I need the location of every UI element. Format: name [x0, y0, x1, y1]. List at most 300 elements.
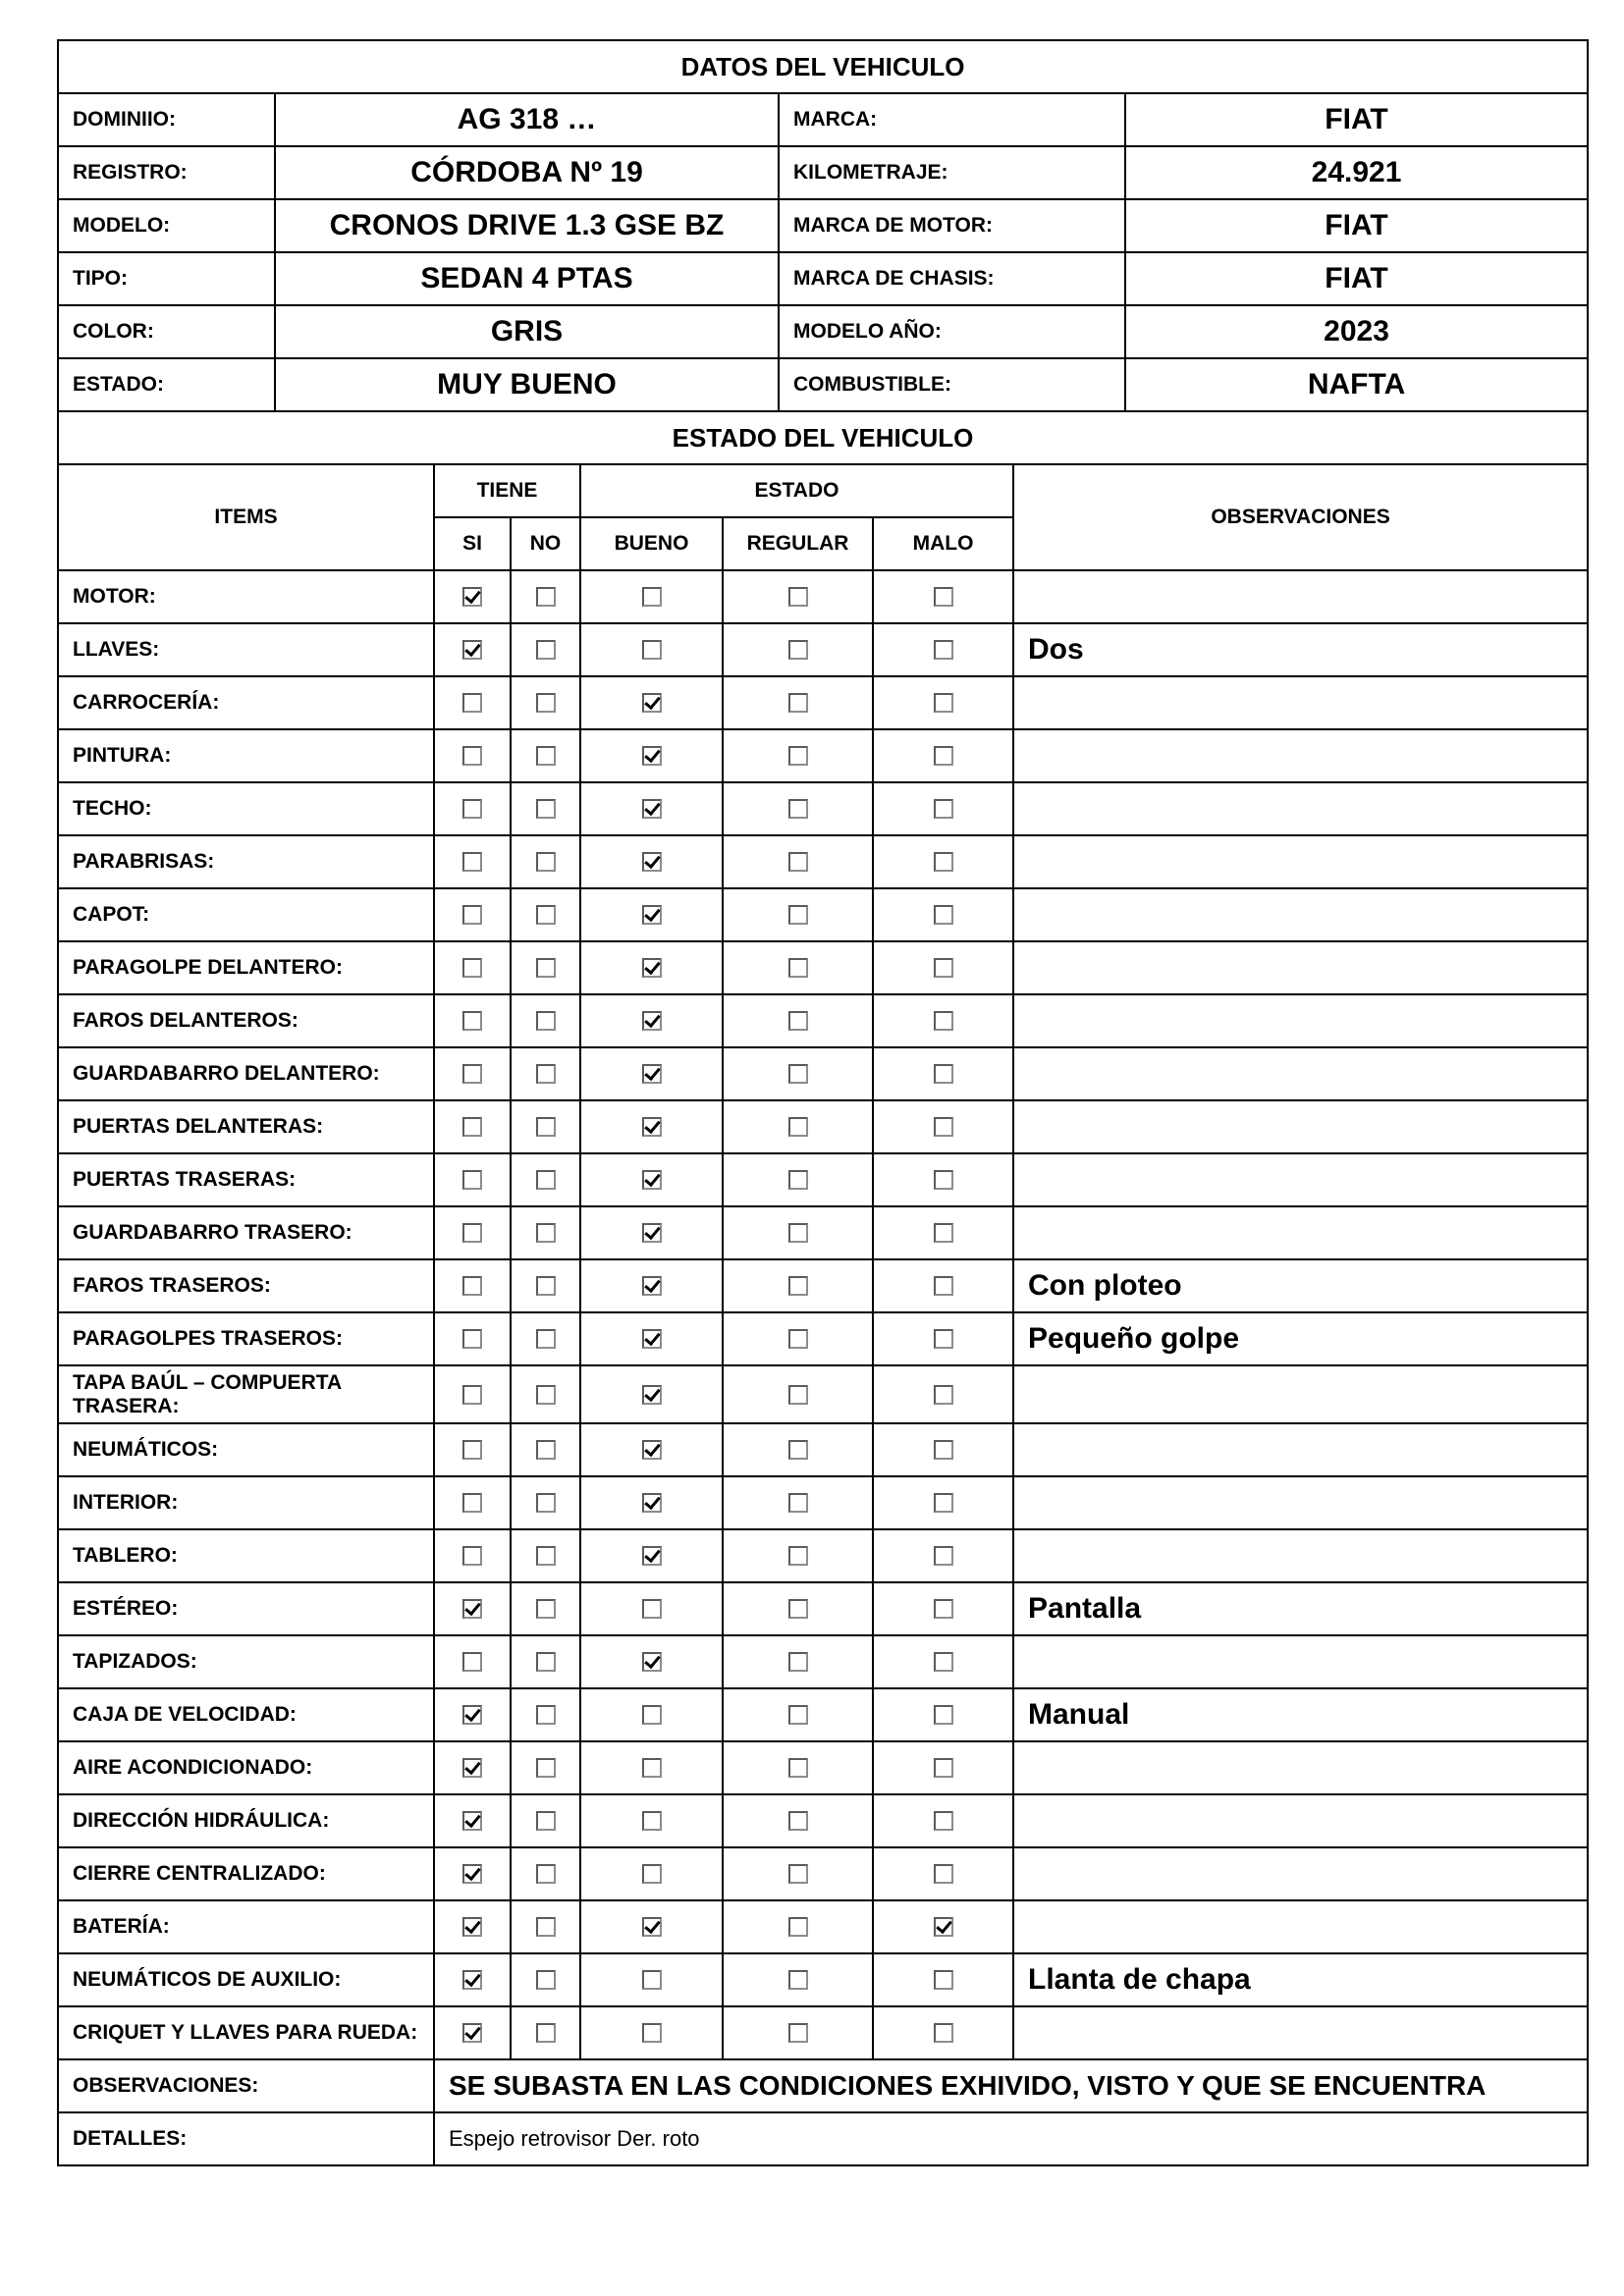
- malo-checkbox[interactable]: [934, 1970, 953, 1990]
- observation-text: [1013, 782, 1588, 835]
- malo-cell: [873, 1206, 1013, 1259]
- bueno-checkbox[interactable]: [642, 1329, 662, 1349]
- si-cell: [434, 676, 511, 729]
- no-checkbox[interactable]: [536, 1170, 556, 1190]
- bueno-checkbox[interactable]: [642, 2023, 662, 2043]
- observation-text: [1013, 1476, 1588, 1529]
- no-cell: [511, 1476, 580, 1529]
- si-checkbox[interactable]: [462, 1970, 482, 1990]
- malo-checkbox[interactable]: [934, 958, 953, 978]
- regular-cell: [723, 1259, 873, 1312]
- field-label: MODELO AÑO:: [779, 305, 1125, 358]
- malo-checkbox[interactable]: [934, 1864, 953, 1884]
- regular-checkbox[interactable]: [788, 1811, 808, 1831]
- malo-cell: [873, 1259, 1013, 1312]
- regular-checkbox[interactable]: [788, 587, 808, 607]
- malo-checkbox[interactable]: [934, 905, 953, 925]
- regular-cell: [723, 1953, 873, 2006]
- item-label: NEUMÁTICOS DE AUXILIO:: [58, 1953, 434, 2006]
- no-checkbox[interactable]: [536, 587, 556, 607]
- bueno-checkbox[interactable]: [642, 1652, 662, 1672]
- regular-checkbox[interactable]: [788, 1493, 808, 1513]
- item-label: CARROCERÍA:: [58, 676, 434, 729]
- si-cell: [434, 1900, 511, 1953]
- malo-cell: [873, 1900, 1013, 1953]
- malo-checkbox[interactable]: [934, 1652, 953, 1672]
- si-cell: [434, 1847, 511, 1900]
- regular-checkbox[interactable]: [788, 746, 808, 766]
- si-cell: [434, 1100, 511, 1153]
- bueno-checkbox[interactable]: [642, 1970, 662, 1990]
- malo-cell: [873, 1476, 1013, 1529]
- si-cell: [434, 994, 511, 1047]
- bueno-cell: [580, 1635, 723, 1688]
- si-checkbox[interactable]: [462, 693, 482, 713]
- tiene-header: TIENE: [434, 464, 580, 517]
- no-cell: [511, 729, 580, 782]
- no-cell: [511, 1688, 580, 1741]
- no-checkbox[interactable]: [536, 1864, 556, 1884]
- observation-text: [1013, 1741, 1588, 1794]
- si-checkbox[interactable]: [462, 2023, 482, 2043]
- malo-checkbox[interactable]: [934, 1064, 953, 1084]
- regular-checkbox[interactable]: [788, 1011, 808, 1031]
- regular-checkbox[interactable]: [788, 1917, 808, 1937]
- malo-checkbox[interactable]: [934, 1705, 953, 1725]
- estado-header: ESTADO: [580, 464, 1013, 517]
- malo-checkbox[interactable]: [934, 640, 953, 660]
- si-checkbox[interactable]: [462, 1385, 482, 1405]
- regular-checkbox[interactable]: [788, 1440, 808, 1460]
- observaciones-label: OBSERVACIONES:: [58, 2059, 434, 2112]
- regular-checkbox[interactable]: [788, 1117, 808, 1137]
- no-cell: [511, 1900, 580, 1953]
- bueno-checkbox[interactable]: [642, 1276, 662, 1296]
- malo-checkbox[interactable]: [934, 1493, 953, 1513]
- no-checkbox[interactable]: [536, 958, 556, 978]
- regular-checkbox[interactable]: [788, 1385, 808, 1405]
- no-checkbox[interactable]: [536, 1758, 556, 1778]
- bueno-checkbox[interactable]: [642, 1758, 662, 1778]
- si-cell: [434, 623, 511, 676]
- bueno-cell: [580, 1259, 723, 1312]
- bueno-cell: [580, 623, 723, 676]
- bueno-checkbox[interactable]: [642, 1811, 662, 1831]
- malo-checkbox[interactable]: [934, 693, 953, 713]
- malo-cell: [873, 1312, 1013, 1365]
- no-checkbox[interactable]: [536, 1546, 556, 1566]
- bueno-cell: [580, 1847, 723, 1900]
- vehicle-condition-title: ESTADO DEL VEHICULO: [58, 411, 1588, 464]
- no-checkbox[interactable]: [536, 1652, 556, 1672]
- regular-checkbox[interactable]: [788, 958, 808, 978]
- si-cell: [434, 1953, 511, 2006]
- condition-row: [58, 1847, 1588, 1900]
- regular-checkbox[interactable]: [788, 1652, 808, 1672]
- malo-checkbox[interactable]: [934, 1385, 953, 1405]
- no-checkbox[interactable]: [536, 1329, 556, 1349]
- observation-text: [1013, 941, 1588, 994]
- si-checkbox[interactable]: [462, 1917, 482, 1937]
- si-header: SI: [434, 517, 511, 570]
- no-checkbox[interactable]: [536, 799, 556, 819]
- regular-cell: [723, 1476, 873, 1529]
- no-checkbox[interactable]: [536, 1385, 556, 1405]
- no-checkbox[interactable]: [536, 1117, 556, 1137]
- si-cell: [434, 1635, 511, 1688]
- no-cell: [511, 941, 580, 994]
- regular-checkbox[interactable]: [788, 1599, 808, 1619]
- regular-cell: [723, 1047, 873, 1100]
- bueno-cell: [580, 729, 723, 782]
- bueno-checkbox[interactable]: [642, 1385, 662, 1405]
- item-label: MOTOR:: [58, 570, 434, 623]
- field-label: COLOR:: [58, 305, 275, 358]
- regular-cell: [723, 835, 873, 888]
- no-checkbox[interactable]: [536, 640, 556, 660]
- condition-row: [58, 1423, 1588, 1476]
- malo-checkbox[interactable]: [934, 852, 953, 872]
- malo-checkbox[interactable]: [934, 1276, 953, 1296]
- no-checkbox[interactable]: [536, 1493, 556, 1513]
- condition-row: [58, 835, 1588, 888]
- si-checkbox[interactable]: [462, 1170, 482, 1190]
- bueno-checkbox[interactable]: [642, 1864, 662, 1884]
- observation-text: [1013, 1635, 1588, 1688]
- regular-checkbox[interactable]: [788, 1705, 808, 1725]
- condition-row: [58, 1953, 1588, 2006]
- no-checkbox[interactable]: [536, 1223, 556, 1243]
- malo-checkbox[interactable]: [934, 2023, 953, 2043]
- si-checkbox[interactable]: [462, 1599, 482, 1619]
- regular-cell: [723, 623, 873, 676]
- regular-checkbox[interactable]: [788, 1864, 808, 1884]
- condition-row: [58, 994, 1588, 1047]
- no-checkbox[interactable]: [536, 1064, 556, 1084]
- no-cell: [511, 994, 580, 1047]
- si-cell: [434, 1047, 511, 1100]
- observation-text: [1013, 1794, 1588, 1847]
- bueno-cell: [580, 1953, 723, 2006]
- si-checkbox[interactable]: [462, 587, 482, 607]
- no-cell: [511, 1365, 580, 1423]
- vehicle-field-row: [58, 146, 1588, 199]
- condition-row: [58, 2006, 1588, 2059]
- malo-cell: [873, 2006, 1013, 2059]
- condition-row: [58, 888, 1588, 941]
- bueno-checkbox[interactable]: [642, 1117, 662, 1137]
- no-cell: [511, 570, 580, 623]
- si-checkbox[interactable]: [462, 852, 482, 872]
- observation-text: [1013, 1206, 1588, 1259]
- si-checkbox[interactable]: [462, 1440, 482, 1460]
- si-cell: [434, 1794, 511, 1847]
- malo-checkbox[interactable]: [934, 799, 953, 819]
- malo-checkbox[interactable]: [934, 1170, 953, 1190]
- regular-checkbox[interactable]: [788, 1758, 808, 1778]
- regular-checkbox[interactable]: [788, 1276, 808, 1296]
- item-label: PUERTAS TRASERAS:: [58, 1153, 434, 1206]
- si-checkbox[interactable]: [462, 1546, 482, 1566]
- condition-row: [58, 729, 1588, 782]
- item-label: PARAGOLPES TRASEROS:: [58, 1312, 434, 1365]
- detalles-label: DETALLES:: [58, 2112, 434, 2165]
- si-cell: [434, 2006, 511, 2059]
- bueno-checkbox[interactable]: [642, 640, 662, 660]
- item-label: FAROS TRASEROS:: [58, 1259, 434, 1312]
- field-label: REGISTRO:: [58, 146, 275, 199]
- si-cell: [434, 1582, 511, 1635]
- no-checkbox[interactable]: [536, 693, 556, 713]
- field-value: AG 318 …: [275, 93, 779, 146]
- regular-checkbox[interactable]: [788, 1170, 808, 1190]
- regular-cell: [723, 994, 873, 1047]
- si-cell: [434, 1153, 511, 1206]
- si-checkbox[interactable]: [462, 1811, 482, 1831]
- bueno-header: BUENO: [580, 517, 723, 570]
- item-label: NEUMÁTICOS:: [58, 1423, 434, 1476]
- bueno-checkbox[interactable]: [642, 1223, 662, 1243]
- regular-cell: [723, 1365, 873, 1423]
- bueno-cell: [580, 1688, 723, 1741]
- item-label: CAPOT:: [58, 888, 434, 941]
- si-checkbox[interactable]: [462, 1864, 482, 1884]
- malo-cell: [873, 1100, 1013, 1153]
- malo-checkbox[interactable]: [934, 1329, 953, 1349]
- observation-text: [1013, 1847, 1588, 1900]
- malo-checkbox[interactable]: [934, 1223, 953, 1243]
- bueno-checkbox[interactable]: [642, 1705, 662, 1725]
- bueno-cell: [580, 676, 723, 729]
- si-checkbox[interactable]: [462, 958, 482, 978]
- item-label: DIRECCIÓN HIDRÁULICA:: [58, 1794, 434, 1847]
- no-checkbox[interactable]: [536, 1917, 556, 1937]
- condition-row: [58, 1047, 1588, 1100]
- no-cell: [511, 1794, 580, 1847]
- field-value: CRONOS DRIVE 1.3 GSE BZ: [275, 199, 779, 252]
- malo-cell: [873, 1365, 1013, 1423]
- malo-checkbox[interactable]: [934, 1011, 953, 1031]
- item-label: FAROS DELANTEROS:: [58, 994, 434, 1047]
- no-checkbox[interactable]: [536, 1970, 556, 1990]
- observation-text: [1013, 994, 1588, 1047]
- condition-row: [58, 1688, 1588, 1741]
- malo-cell: [873, 888, 1013, 941]
- regular-checkbox[interactable]: [788, 640, 808, 660]
- bueno-cell: [580, 1529, 723, 1582]
- bueno-checkbox[interactable]: [642, 587, 662, 607]
- si-checkbox[interactable]: [462, 1117, 482, 1137]
- field-value: GRIS: [275, 305, 779, 358]
- no-header: NO: [511, 517, 580, 570]
- no-checkbox[interactable]: [536, 1440, 556, 1460]
- no-cell: [511, 623, 580, 676]
- regular-checkbox[interactable]: [788, 1064, 808, 1084]
- malo-checkbox[interactable]: [934, 1758, 953, 1778]
- malo-checkbox[interactable]: [934, 1440, 953, 1460]
- bueno-checkbox[interactable]: [642, 746, 662, 766]
- condition-row: [58, 1529, 1588, 1582]
- regular-checkbox[interactable]: [788, 852, 808, 872]
- malo-checkbox[interactable]: [934, 1546, 953, 1566]
- si-checkbox[interactable]: [462, 1493, 482, 1513]
- bueno-checkbox[interactable]: [642, 1599, 662, 1619]
- bueno-cell: [580, 2006, 723, 2059]
- no-checkbox[interactable]: [536, 1011, 556, 1031]
- bueno-checkbox[interactable]: [642, 1917, 662, 1937]
- bueno-cell: [580, 994, 723, 1047]
- observation-text: [1013, 888, 1588, 941]
- field-value: SEDAN 4 PTAS: [275, 252, 779, 305]
- bueno-checkbox[interactable]: [642, 1493, 662, 1513]
- regular-checkbox[interactable]: [788, 2023, 808, 2043]
- field-label: MARCA DE MOTOR:: [779, 199, 1125, 252]
- regular-cell: [723, 1741, 873, 1794]
- no-checkbox[interactable]: [536, 1599, 556, 1619]
- si-checkbox[interactable]: [462, 905, 482, 925]
- item-label: PINTURA:: [58, 729, 434, 782]
- no-checkbox[interactable]: [536, 746, 556, 766]
- item-label: CAJA DE VELOCIDAD:: [58, 1688, 434, 1741]
- observation-text: Con ploteo: [1013, 1259, 1588, 1312]
- regular-checkbox[interactable]: [788, 1546, 808, 1566]
- item-label: PUERTAS DELANTERAS:: [58, 1100, 434, 1153]
- si-checkbox[interactable]: [462, 1064, 482, 1084]
- malo-checkbox[interactable]: [934, 1811, 953, 1831]
- regular-checkbox[interactable]: [788, 1223, 808, 1243]
- no-checkbox[interactable]: [536, 1276, 556, 1296]
- bueno-checkbox[interactable]: [642, 1011, 662, 1031]
- condition-row: [58, 1206, 1588, 1259]
- field-value: NAFTA: [1125, 358, 1588, 411]
- regular-checkbox[interactable]: [788, 693, 808, 713]
- no-checkbox[interactable]: [536, 1811, 556, 1831]
- malo-checkbox[interactable]: [934, 1917, 953, 1937]
- item-label: ESTÉREO:: [58, 1582, 434, 1635]
- bueno-cell: [580, 888, 723, 941]
- si-checkbox[interactable]: [462, 1329, 482, 1349]
- malo-checkbox[interactable]: [934, 587, 953, 607]
- malo-cell: [873, 1582, 1013, 1635]
- bueno-cell: [580, 570, 723, 623]
- observation-text: Manual: [1013, 1688, 1588, 1741]
- bueno-cell: [580, 1047, 723, 1100]
- malo-checkbox[interactable]: [934, 1599, 953, 1619]
- si-cell: [434, 782, 511, 835]
- si-checkbox[interactable]: [462, 1758, 482, 1778]
- no-cell: [511, 1100, 580, 1153]
- no-checkbox[interactable]: [536, 2023, 556, 2043]
- no-checkbox[interactable]: [536, 852, 556, 872]
- bueno-cell: [580, 1900, 723, 1953]
- observation-text: Pequeño golpe: [1013, 1312, 1588, 1365]
- condition-row: [58, 1259, 1588, 1312]
- bueno-cell: [580, 1100, 723, 1153]
- bueno-cell: [580, 1312, 723, 1365]
- field-label: TIPO:: [58, 252, 275, 305]
- no-checkbox[interactable]: [536, 1705, 556, 1725]
- si-checkbox[interactable]: [462, 1652, 482, 1672]
- regular-cell: [723, 1423, 873, 1476]
- regular-checkbox[interactable]: [788, 905, 808, 925]
- no-cell: [511, 782, 580, 835]
- malo-cell: [873, 1953, 1013, 2006]
- bueno-cell: [580, 1153, 723, 1206]
- regular-checkbox[interactable]: [788, 799, 808, 819]
- bueno-checkbox[interactable]: [642, 799, 662, 819]
- si-checkbox[interactable]: [462, 746, 482, 766]
- si-checkbox[interactable]: [462, 1223, 482, 1243]
- si-checkbox[interactable]: [462, 640, 482, 660]
- bueno-checkbox[interactable]: [642, 1064, 662, 1084]
- bueno-cell: [580, 1741, 723, 1794]
- items-header: ITEMS: [58, 464, 434, 570]
- bueno-checkbox[interactable]: [642, 852, 662, 872]
- condition-row: [58, 1153, 1588, 1206]
- item-label: PARABRISAS:: [58, 835, 434, 888]
- bueno-cell: [580, 835, 723, 888]
- regular-cell: [723, 888, 873, 941]
- regular-cell: [723, 570, 873, 623]
- bueno-cell: [580, 1582, 723, 1635]
- si-checkbox[interactable]: [462, 799, 482, 819]
- bueno-checkbox[interactable]: [642, 958, 662, 978]
- malo-checkbox[interactable]: [934, 746, 953, 766]
- regular-cell: [723, 1312, 873, 1365]
- condition-row: [58, 676, 1588, 729]
- si-checkbox[interactable]: [462, 1276, 482, 1296]
- regular-cell: [723, 1635, 873, 1688]
- malo-cell: [873, 1529, 1013, 1582]
- no-cell: [511, 1259, 580, 1312]
- vehicle-data-table: [57, 39, 1589, 412]
- si-checkbox[interactable]: [462, 1011, 482, 1031]
- regular-checkbox[interactable]: [788, 1329, 808, 1349]
- bueno-checkbox[interactable]: [642, 1440, 662, 1460]
- no-cell: [511, 1312, 580, 1365]
- no-cell: [511, 1741, 580, 1794]
- regular-checkbox[interactable]: [788, 1970, 808, 1990]
- bueno-checkbox[interactable]: [642, 693, 662, 713]
- bueno-checkbox[interactable]: [642, 1546, 662, 1566]
- malo-cell: [873, 1688, 1013, 1741]
- no-cell: [511, 1423, 580, 1476]
- si-cell: [434, 1741, 511, 1794]
- vehicle-inspection-form: [57, 39, 1587, 2166]
- no-checkbox[interactable]: [536, 905, 556, 925]
- observaciones-header: OBSERVACIONES: [1013, 464, 1588, 570]
- field-value: FIAT: [1125, 93, 1588, 146]
- observation-text: [1013, 1365, 1588, 1423]
- field-value: FIAT: [1125, 252, 1588, 305]
- field-label: DOMINIIO:: [58, 93, 275, 146]
- bueno-checkbox[interactable]: [642, 1170, 662, 1190]
- condition-row: [58, 782, 1588, 835]
- field-value: 24.921: [1125, 146, 1588, 199]
- malo-cell: [873, 941, 1013, 994]
- field-value: MUY BUENO: [275, 358, 779, 411]
- si-checkbox[interactable]: [462, 1705, 482, 1725]
- bueno-cell: [580, 782, 723, 835]
- regular-header: REGULAR: [723, 517, 873, 570]
- field-label: MARCA:: [779, 93, 1125, 146]
- bueno-checkbox[interactable]: [642, 905, 662, 925]
- si-cell: [434, 570, 511, 623]
- condition-row: [58, 1582, 1588, 1635]
- observation-text: [1013, 729, 1588, 782]
- malo-checkbox[interactable]: [934, 1117, 953, 1137]
- no-cell: [511, 2006, 580, 2059]
